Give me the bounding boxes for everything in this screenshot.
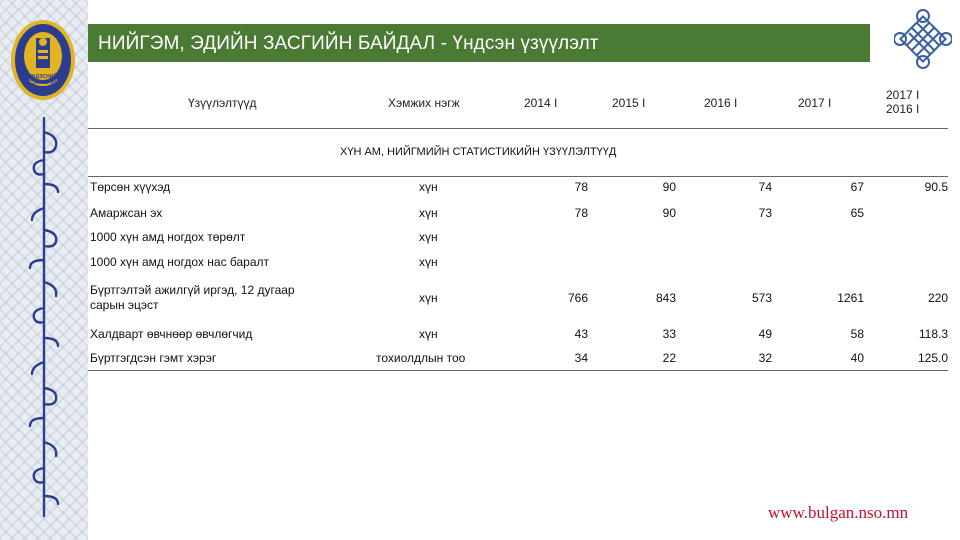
value-2015: 843 <box>655 291 676 305</box>
header-ratio <box>886 88 919 116</box>
header-2016: 2016 I <box>704 96 738 110</box>
value-2015: 33 <box>662 327 676 341</box>
unit-cell: тохиолдлын тоо <box>376 351 466 365</box>
value-2016: 49 <box>758 327 772 341</box>
page-title: НИЙГЭМ, ЭДИЙН ЗАСГИЙН БАЙДАЛ - Үндсэн үзүүлэлт <box>98 33 599 54</box>
indicator-name: Төрсөн хүүхэд <box>90 180 171 194</box>
indicator-name: 1000 хүн амд ногдох нас баралт <box>90 255 270 269</box>
section-divider <box>88 176 948 177</box>
value-2016: 573 <box>751 291 772 305</box>
value-2015: 90 <box>662 180 676 194</box>
table-bottom-divider <box>88 370 948 371</box>
statistics-emblem-icon <box>5 18 81 104</box>
value-2014: 43 <box>574 327 588 341</box>
value-2016: 73 <box>758 206 772 220</box>
value-2014: 78 <box>574 180 588 194</box>
header-unit: Хэмжих нэгж <box>388 96 460 110</box>
value-2014: 766 <box>567 291 588 305</box>
header-ratio-line-1: 2017 I <box>886 88 920 102</box>
unit-cell: хүн <box>419 206 438 220</box>
header-2017: 2017 I <box>798 96 832 110</box>
emblem-caption: ҮНДЭСНИЙ СТАТИСТИК <box>28 74 58 86</box>
value-2014: 34 <box>574 351 588 365</box>
unit-cell: хүн <box>419 255 438 269</box>
value-2015: 90 <box>662 206 676 220</box>
unit-cell: хүн <box>419 230 438 244</box>
value-2016: 32 <box>758 351 772 365</box>
value-ratio: 125.0 <box>917 351 948 365</box>
indicator-name: Бүртгэгдсэн гэмт хэрэг <box>90 351 217 365</box>
website-link[interactable]: www.bulgan.nso.mn <box>768 503 909 522</box>
value-2017: 1261 <box>837 291 864 305</box>
unit-cell: хүн <box>419 180 438 194</box>
value-2017: 40 <box>850 351 864 365</box>
indicator-name-line-2: сарын эцэст <box>90 298 159 312</box>
indicator-name: Амаржсан эх <box>90 206 163 220</box>
header-2014: 2014 I <box>524 96 558 110</box>
value-2014: 78 <box>574 206 588 220</box>
value-2015: 22 <box>662 351 676 365</box>
unit-cell: хүн <box>419 327 438 341</box>
indicator-name-line-1: Бүртгэлтэй ажилгүй иргэд, 12 дугаар <box>90 283 295 297</box>
indicator-name: 1000 хүн амд ногдох төрөлт <box>90 230 246 244</box>
value-ratio: 90.5 <box>924 180 948 194</box>
endless-knot-logo-icon <box>894 8 952 70</box>
value-ratio: 220 <box>927 291 948 305</box>
unit-cell: хүн <box>419 291 438 305</box>
header-indicators: Үзүүлэлтүүд <box>188 96 257 110</box>
header-divider <box>88 128 948 129</box>
header-2015: 2015 I <box>612 96 646 110</box>
header-ratio-line-2: 2016 I <box>886 102 920 116</box>
value-ratio: 118.3 <box>918 327 948 341</box>
indicator-name: Халдварт өвчнөөр өвчлөгчид <box>90 327 253 341</box>
value-2017: 58 <box>850 327 864 341</box>
section-title: ХҮН АМ, НИЙГМИЙН СТАТИСТИКИЙН ҮЗҮҮЛЭЛТҮҮД <box>340 146 617 158</box>
decorative-side-strip <box>0 0 88 540</box>
indicator-name <box>90 283 295 313</box>
value-2017: 67 <box>850 180 864 194</box>
value-2017: 65 <box>850 206 864 220</box>
value-2016: 74 <box>758 180 772 194</box>
title-bar <box>88 24 870 62</box>
mongolian-script-decoration <box>18 112 70 522</box>
